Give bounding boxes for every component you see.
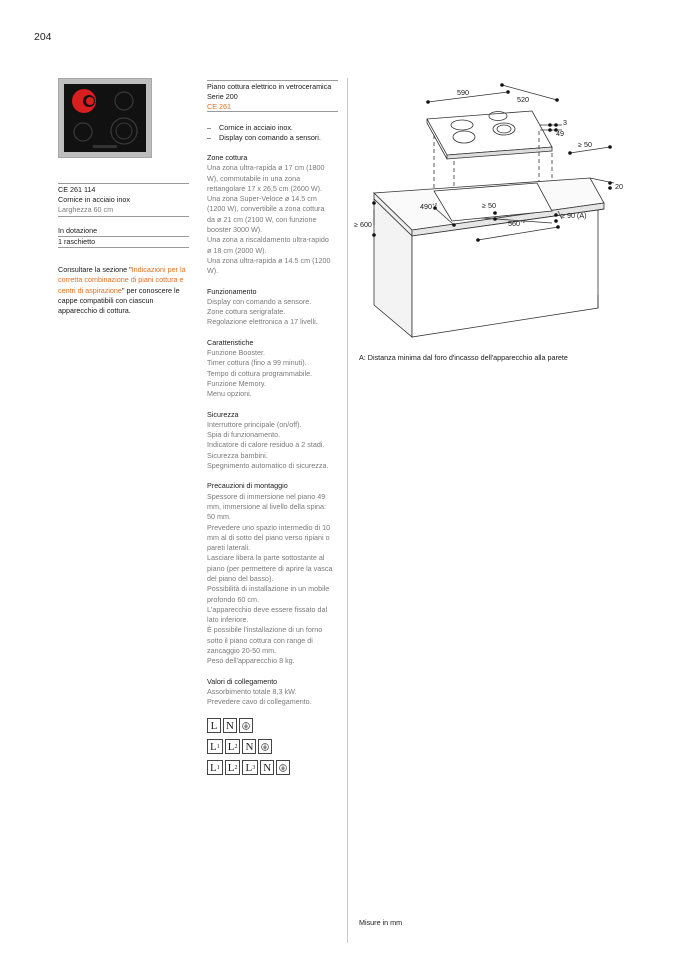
- dim-560: $560^{+2}$: [508, 219, 526, 228]
- spec-section: [207, 677, 347, 708]
- spec-line: Assorbimento totale 8,3 kW.: [207, 686, 297, 696]
- spec-line: Sicurezza bambini.: [207, 450, 268, 460]
- terminal-l: L: [207, 718, 221, 733]
- feature-bullets: [207, 123, 347, 144]
- column-separator: [347, 78, 348, 943]
- dim-520: 520: [517, 95, 529, 104]
- spec-line: lato inferiore.: [207, 615, 249, 625]
- spec-line: Funzione Booster.: [207, 348, 265, 358]
- mid-rule-title: [207, 111, 338, 112]
- terminal-n: N: [260, 760, 274, 775]
- left-rule-top: [58, 183, 189, 184]
- terminal-n: N: [223, 718, 237, 733]
- spec-line: mm, immersione al livello della spina:: [207, 501, 327, 511]
- spec-line: piano (per permettere di aprire la vasca: [207, 563, 333, 573]
- connection-single-phase: [207, 718, 292, 733]
- spec-line: rettangolare 17 x 26,5 cm (2600 W).: [207, 183, 323, 193]
- spec-line: pareti laterali.: [207, 543, 251, 553]
- spec-line: del piano del basso).: [207, 573, 274, 583]
- bullet-item: – Cornice in acciaio inox.: [207, 123, 293, 132]
- spec-section-title: Valori di collegamento: [207, 676, 278, 686]
- spec-line: Possibilità di installazione in un mobile: [207, 584, 330, 594]
- spec-line: Prevedere uno spazio intermedio di 10: [207, 522, 331, 532]
- supplied-title: In dotazione: [58, 226, 98, 235]
- spec-line: Indicatore di calore residuo a 2 stadi.: [207, 440, 325, 450]
- product-title-1: Piano cottura elettrico in vetroceramica: [207, 82, 332, 91]
- spec-line: L'apparecchio deve essere fissato dal: [207, 604, 328, 614]
- spec-line: Una zona ultra-rapida ø 17 cm (1800: [207, 163, 325, 173]
- spec-line: mm al di sotto del piano verso ripiani o: [207, 532, 330, 542]
- terminal-n: N: [242, 739, 256, 754]
- terminal-l3: L 3: [242, 760, 258, 775]
- width-text: Larghezza 60 cm: [58, 205, 114, 214]
- terminal-l1: L 1: [207, 760, 223, 775]
- spec-line: Menu opzioni.: [207, 389, 252, 399]
- mid-rule-top: [207, 80, 338, 81]
- supplied-item: 1 raschietto: [58, 237, 96, 246]
- bullet-item: – Display con comando a sensori.: [207, 133, 321, 143]
- spec-line: Display con comando a sensore.: [207, 296, 312, 306]
- spec-section: [207, 287, 347, 328]
- spec-line: 50 mm.: [207, 512, 231, 522]
- connection-three-phase: [207, 760, 292, 775]
- dim-50-mid: ≥ 50: [482, 201, 496, 210]
- drawing-caption: A: Distanza minima dal foro d'incasso dell'apparecchio alla parete: [359, 353, 568, 362]
- spec-line: Prevedere cavo di collegamento.: [207, 697, 312, 707]
- units-note: Misure in mm: [359, 918, 403, 927]
- spec-line: W), commutabile in una zona: [207, 173, 301, 183]
- dim-50-right: ≥ 50: [578, 140, 592, 149]
- spec-line: Interruttore principale (on/off).: [207, 419, 302, 429]
- note-post: " per conoscere le cappe compatibili con ciascun apparecchio di cottura.: [58, 285, 180, 316]
- spec-line: Tempo di cottura programmabile.: [207, 368, 313, 378]
- spec-section: [207, 338, 347, 400]
- spec-section-title: Sicurezza: [207, 409, 239, 419]
- spec-section-title: Precauzioni di montaggio: [207, 481, 288, 491]
- spec-line: È possibile l'installazione di un forno: [207, 625, 323, 635]
- spec-line: Una zona ultra-rapida ø 14.5 cm (1200: [207, 255, 331, 265]
- terminal-l2: L 2: [225, 739, 241, 754]
- page-number: 204: [34, 31, 52, 43]
- spec-line: Regolazione elettronica a 17 livelli.: [207, 317, 318, 327]
- frame-text: Cornice in acciaio inox: [58, 195, 130, 204]
- spec-line: sotto il piano cottura con range di: [207, 635, 313, 645]
- dim-20: 20: [615, 182, 623, 191]
- spec-line: Peso dell'apparecchio 8 kg.: [207, 656, 295, 666]
- spec-line: Spia di funzionamento.: [207, 430, 281, 440]
- note-link[interactable]: Indicazioni per la corretta combinazione di piani cottura e centri di aspirazione: [58, 265, 186, 295]
- product-model: CE 261: [207, 102, 231, 111]
- spec-line: Lasciare libera la parte sottostante al: [207, 553, 325, 563]
- spec-sections: [207, 153, 347, 718]
- ground-icon: [276, 760, 290, 775]
- product-photo: [58, 78, 152, 158]
- dim-600: ≥ 600: [354, 220, 372, 229]
- terminal-l2: L 2: [225, 760, 241, 775]
- spec-line: W).: [207, 266, 219, 276]
- spec-section: [207, 481, 347, 666]
- spec-section: [207, 410, 347, 472]
- terminal-l1: L 1: [207, 739, 223, 754]
- spec-line: profondo 60 cm.: [207, 594, 259, 604]
- spec-line: Una zona Super-Veloce ø 14.5 cm: [207, 194, 317, 204]
- compatibility-note: [58, 265, 192, 316]
- spec-line: Funzione Memory.: [207, 378, 266, 388]
- spec-section-title: Funzionamento: [207, 286, 257, 296]
- spec-section-title: Zone cottura: [207, 153, 248, 162]
- connection-two-phase: [207, 739, 292, 754]
- connection-diagrams: [207, 718, 292, 781]
- spec-line: ø 18 cm (2000 W).: [207, 245, 267, 255]
- left-rule-mid: [58, 216, 189, 217]
- spec-line: Spessore di immersione nel piano 49: [207, 491, 326, 501]
- dim-490: $490^{+2}$: [420, 202, 438, 211]
- spec-line: booster 3000 W).: [207, 225, 263, 235]
- spec-section-title: Caratteristiche: [207, 337, 254, 347]
- spec-line: Spegnimento automatico di sicurezza.: [207, 461, 329, 471]
- spec-line: (1200 W), convertibile a zona cottura: [207, 204, 325, 214]
- cooktop-image: [59, 79, 151, 157]
- spec-section: [207, 153, 347, 277]
- product-title-2: Serie 200: [207, 92, 238, 101]
- spec-line: zancaggio 20-50 mm.: [207, 646, 277, 656]
- model-code: CE 261 114: [58, 185, 96, 194]
- ground-icon: [258, 739, 272, 754]
- dim-3: 3: [563, 118, 567, 127]
- spec-line: Una zona a riscaldamento ultra-rapido: [207, 235, 329, 245]
- left-rule-bottom: [58, 247, 189, 248]
- dim-590: 590: [457, 88, 469, 97]
- ground-icon: [239, 718, 253, 733]
- dim-49: 49: [556, 129, 564, 138]
- dim-90: ≥ 90 (A): [561, 211, 587, 220]
- spec-line: Timer cottura (fino a 99 minuti).: [207, 358, 307, 368]
- spec-line: da ø 21 cm (2100 W, con funzione: [207, 214, 317, 224]
- note-pre: Consultare la sezione ": [58, 265, 132, 274]
- spec-line: Zone cottura serigrafate.: [207, 307, 286, 317]
- installation-drawing: [352, 75, 627, 350]
